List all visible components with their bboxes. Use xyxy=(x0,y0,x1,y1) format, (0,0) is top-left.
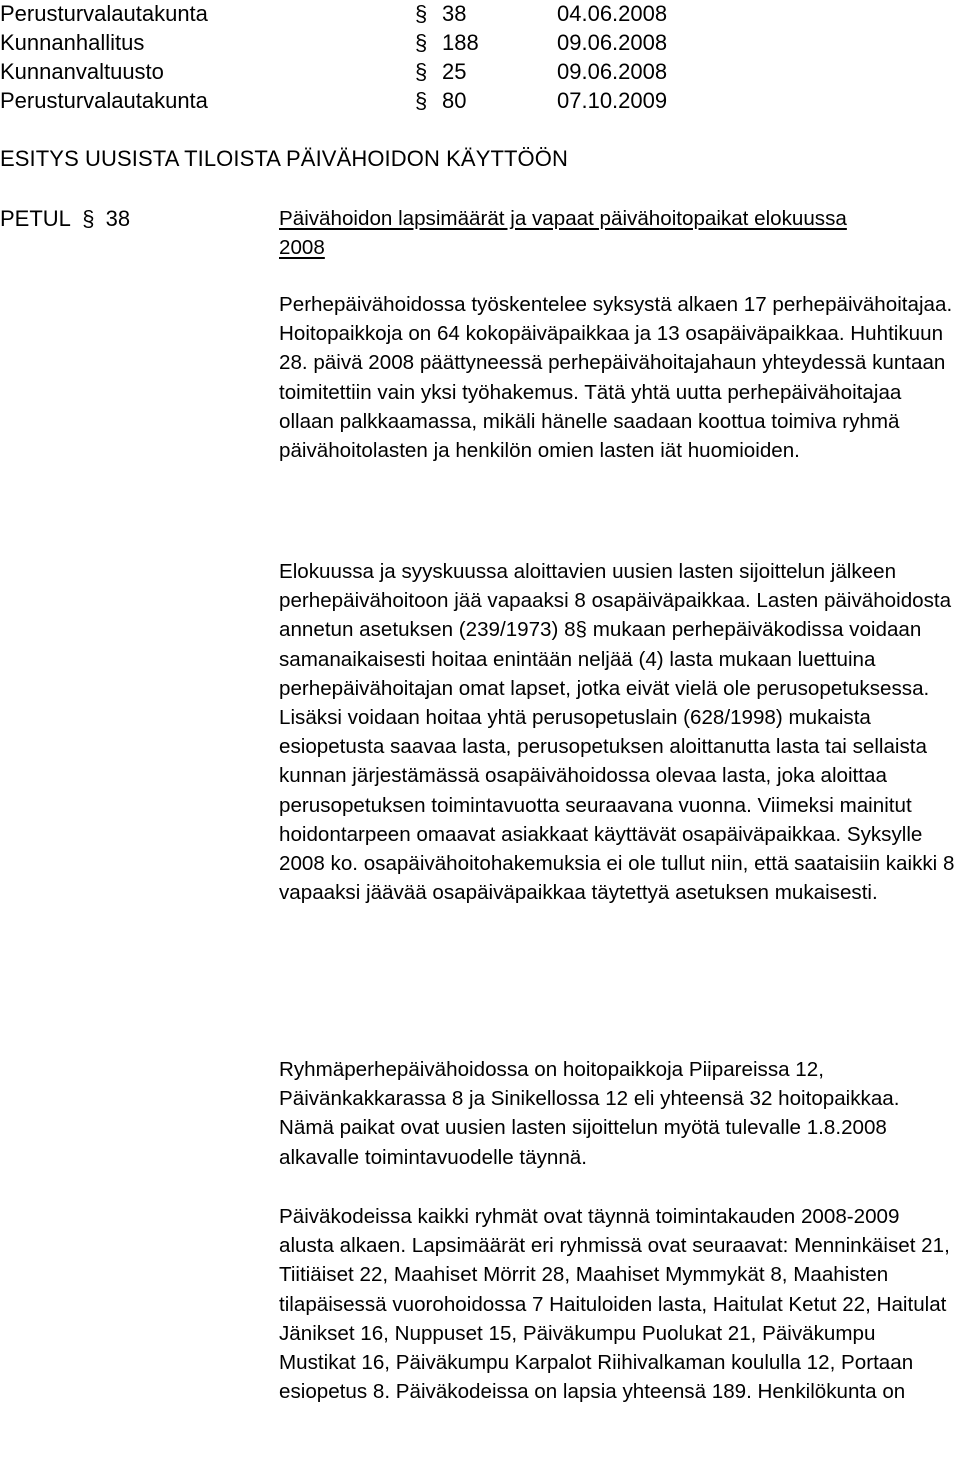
header-row xyxy=(0,28,668,57)
section-symbol: § xyxy=(415,59,428,84)
subject-heading: Päivähoidon lapsimäärät ja vapaat päivähoitopaikat elokuussa 2008 xyxy=(279,207,847,260)
paragraph: Päiväkodeissa kaikki ryhmät ovat täynnä toimintakauden 2008-2009 alusta alkaen. Lapsimäärät eri ryhmissä ovat seuraavat: Menninkäiset 21, Tiitiäiset 22, Maahiset Mörrit 28, Maahiset Mymmykät 8, Maahisten tilapäisessä vuorohoidossa 7 Haituloiden lasta, Haitulat Ketut 22, Haitulat Jänikset 16, Nuppuset 15, Päiväkumpu Puolukat 21, Päiväkumpu Mustikat 16, Päiväkumpu Karpalot Riihivalkaman koululla 12, Portaan esiopetus 8. Päiväkodeissa on lapsia yhteensä 189. Henkilökunta on xyxy=(279,1205,950,1404)
header-number: 38 xyxy=(442,1,467,26)
document-title: ESITYS UUSISTA TILOISTA PÄIVÄHOIDON KÄYTTÖÖN xyxy=(0,146,568,171)
section-symbol: § xyxy=(415,1,428,26)
header-date: 09.06.2008 xyxy=(557,30,668,55)
section-symbol: § xyxy=(82,206,95,231)
header-number: 188 xyxy=(442,30,479,55)
header-body: Perusturvalautakunta xyxy=(0,88,208,113)
paragraph: Ryhmäperhepäivähoidossa on hoitopaikkoja Piipareissa 12, Päivänkakkarassa 8 ja Sinikellossa 12 eli yhteensä 32 hoitopaikkaa. Nämä paikat ovat uusien lasten sijoittelun myötä tulevalle 1.8.2008 alkavalle toimintavuodelle täynnä. xyxy=(279,1058,900,1169)
header-number: 80 xyxy=(442,88,467,113)
paragraph: Elokuussa ja syyskuussa aloittavien uusien lasten sijoittelun jälkeen perhepäivähoitoon jää vapaaksi 8 osapäiväpaikkaa. Lasten päivähoidosta annetun asetuksen (239/1973) 8§ mukaan perhepäiväkodissa voidaan samanaikaisesti hoitaa enintään neljää (4) lasta mukaan luettuina perhepäivähoitajan omat lapset, jotka eivät vielä ole perusopetuksessa. Lisäksi voidaan hoitaa yhtä perusopetuslain (628/1998) mukaista esiopetusta saavaa lasta, perusopetuksen aloittanutta lasta tai sellaista kunnan järjestämässä osapäivähoidossa olevaa lasta, joka aloittaa perusopetuksen toimintavuotta seuraavana vuonna. Viimeksi mainitut hoidontarpeen omaavat asiakkaat käyttävät osapäiväpaikkaa. Syksylle 2008 ko. osapäivähoitohakemuksia ei ole tullut niin, että saataisiin kaikki 8 vapaaksi jäävää osapäiväpaikkaa täytettyä asetuksen mukaisesti. xyxy=(279,560,955,905)
header-row xyxy=(0,57,668,86)
header-body: Kunnanvaltuusto xyxy=(0,59,164,84)
paragraph: Perhepäivähoidossa työskentelee syksystä alkaen 17 perhepäivähoitajaa. Hoitopaikkoja on 64 kokopäiväpaikkaa ja 13 osapäiväpaikkaa. Huhtikuun 28. päivä 2008 päättyneessä perhepäivähoitajahaun yhteydessä kuntaan toimitettiin vain yksi työhakemus. Tätä yhtä uutta perhepäivähoitajaa ollaan palkkaamassa, mikäli hänelle saadaan koottua toimiva ryhmä päivähoitolasten ja henkilön omien lasten iät huomioiden. xyxy=(279,293,953,463)
section-prefix: PETUL xyxy=(0,206,71,231)
header-date: 04.06.2008 xyxy=(557,1,668,26)
header-body: Kunnanhallitus xyxy=(0,30,145,55)
section-symbol: § xyxy=(415,88,428,113)
section-number: 38 xyxy=(105,206,131,231)
header-row xyxy=(0,0,668,28)
header-number: 25 xyxy=(442,59,467,84)
header-row xyxy=(0,86,668,115)
header-body: Perusturvalautakunta xyxy=(0,1,208,26)
section-symbol: § xyxy=(415,30,428,55)
header-date: 07.10.2009 xyxy=(557,88,668,113)
header-date: 09.06.2008 xyxy=(557,59,668,84)
section-label xyxy=(0,204,130,233)
